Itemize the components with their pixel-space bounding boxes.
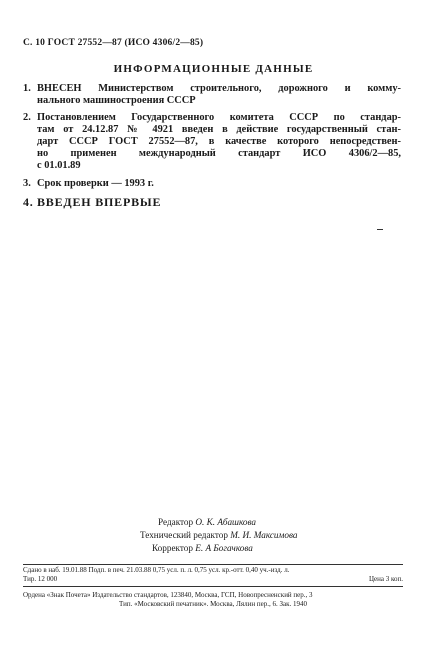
item-line: но применен международный стандарт ИСО 4306/2—85, (37, 148, 401, 159)
item-line: Срок проверки — 1993 г. (37, 178, 154, 189)
printing-house-line: Тип. «Московский печатник». Москва, Лялин пер., 6. Зак. 1940 (119, 600, 307, 608)
item-line: ВВЕДЕН ВПЕРВЫЕ (37, 195, 162, 209)
page-header: С. 10 ГОСТ 27552—87 (ИСО 4306/2—85) (23, 38, 204, 48)
print-run: Тир. 12 000 (23, 575, 58, 583)
price: Цена 3 коп. (368, 575, 403, 583)
info-item-2 (23, 112, 401, 172)
imprint-block (23, 566, 403, 584)
item-line: ВНЕСЕН Министерством строительного, дорожного и комму- (37, 83, 401, 94)
item-line: с 01.01.89 (37, 160, 81, 171)
printer-block (23, 591, 403, 609)
info-item-4 (23, 196, 401, 208)
credit-name: О. К. Абашкова (195, 517, 257, 527)
credit-tech-editor: Технический редактор М. И. Максимова (140, 530, 298, 540)
credits-block (140, 516, 297, 555)
divider-top (23, 564, 403, 565)
stray-mark (377, 229, 383, 230)
info-item-1 (23, 83, 401, 107)
item-number: 1. (23, 83, 31, 94)
credit-name: Е. А Богачкова (195, 543, 253, 553)
publisher-line: Ордена «Знак Почета» Издательство стандартов, 123840, Москва, ГСП, Новопресненский пер., 3 (23, 591, 313, 599)
divider-bottom (23, 586, 403, 587)
imprint-line: Сдано в наб. 19.01.88 Подп. в печ. 21.03.88 0,75 усл. п. л. 0,75 усл. кр.-отт. 0,40 уч.-изд. л. (23, 566, 290, 574)
section-title: ИНФОРМАЦИОННЫЕ ДАННЫЕ (113, 63, 314, 75)
item-line: нального машиностроения СССР (37, 95, 196, 106)
item-number: 4. (23, 195, 34, 209)
info-item-3 (23, 178, 401, 190)
item-line: Постановлением Государственного комитета СССР по стандар- (37, 112, 401, 123)
item-number: 3. (23, 178, 31, 189)
credit-name: М. И. Максимова (230, 530, 298, 540)
item-line: там от 24.12.87 № 4921 введен в действие государственный стан- (37, 124, 401, 135)
item-line: дарт СССР ГОСТ 27552—87, в качестве которого непосредствен- (37, 136, 401, 147)
credit-proofreader: Корректор Е. А Богачкова (152, 543, 253, 553)
credit-editor: Редактор О. К. Абашкова (158, 517, 257, 527)
item-number: 2. (23, 112, 31, 123)
